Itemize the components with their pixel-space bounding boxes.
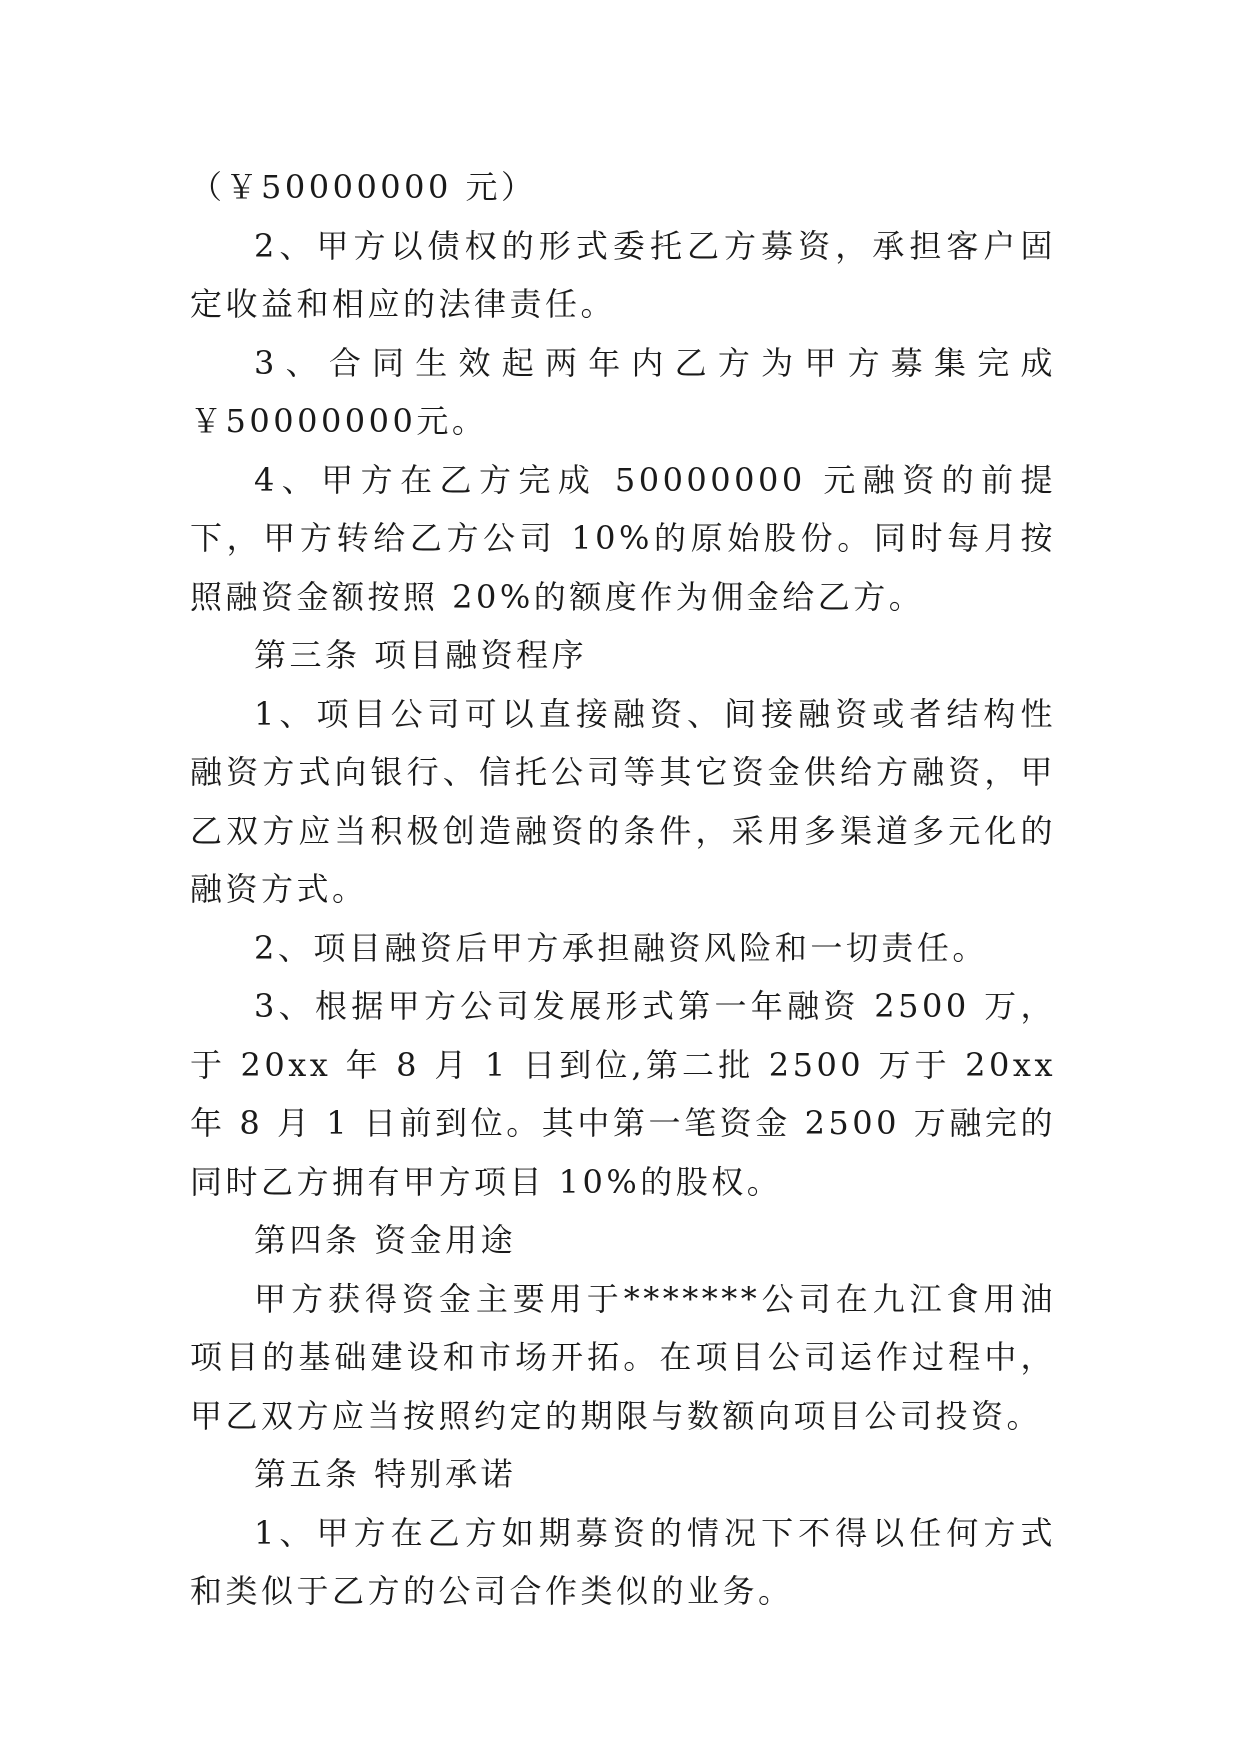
- clause-2-2: 2、甲方以债权的形式委托乙方募资，承担客户固定收益和相应的法律责任。: [190, 226, 1056, 323]
- article-5-heading: 第五条 特别承诺: [254, 1455, 517, 1493]
- clause-3-1: 1、项目公司可以直接融资、间接融资或者结构性融资方式向银行、信托公司等其它资金供给方融资，甲乙双方应当积极创造融资的条件，采用多渠道多元化的融资方式。: [190, 694, 1056, 908]
- clause-5-1: 1、甲方在乙方如期募资的情况下不得以任何方式和类似于乙方的公司合作类似的业务。: [190, 1513, 1056, 1610]
- clause-4-body: 甲方获得资金主要用于*******公司在九江食用油项目的基础建设和市场开拓。在项目公司运作过程中，甲乙双方应当按照约定的期限与数额向项目公司投资。: [190, 1279, 1056, 1435]
- clause-3-2: 2、项目融资后甲方承担融资风险和一切责任。: [254, 928, 988, 967]
- clause-3-3: 3、根据甲方公司发展形式第一年融资 2500 万，于 20xx 年 8 月 1 日到位,第二批 2500 万于 20xx 年 8 月 1 日前到位。其中第一笔资金 2500 万融完的同时乙方拥有甲方项目 10%的股权。: [190, 987, 1056, 1201]
- amount-line: （￥50000000 元）: [190, 168, 537, 206]
- article-3-heading: 第三条 项目融资程序: [254, 636, 588, 674]
- article-4-heading: 第四条 资金用途: [254, 1221, 517, 1259]
- document-body: [190, 158, 1056, 1621]
- clause-2-3: 3、合同生效起两年内乙方为甲方募集完成￥50000000元。: [190, 343, 1056, 440]
- clause-2-4: 4、甲方在乙方完成 50000000 元融资的前提下，甲方转给乙方公司 10%的原始股份。同时每月按照融资金额按照 20%的额度作为佣金给乙方。: [190, 460, 1056, 616]
